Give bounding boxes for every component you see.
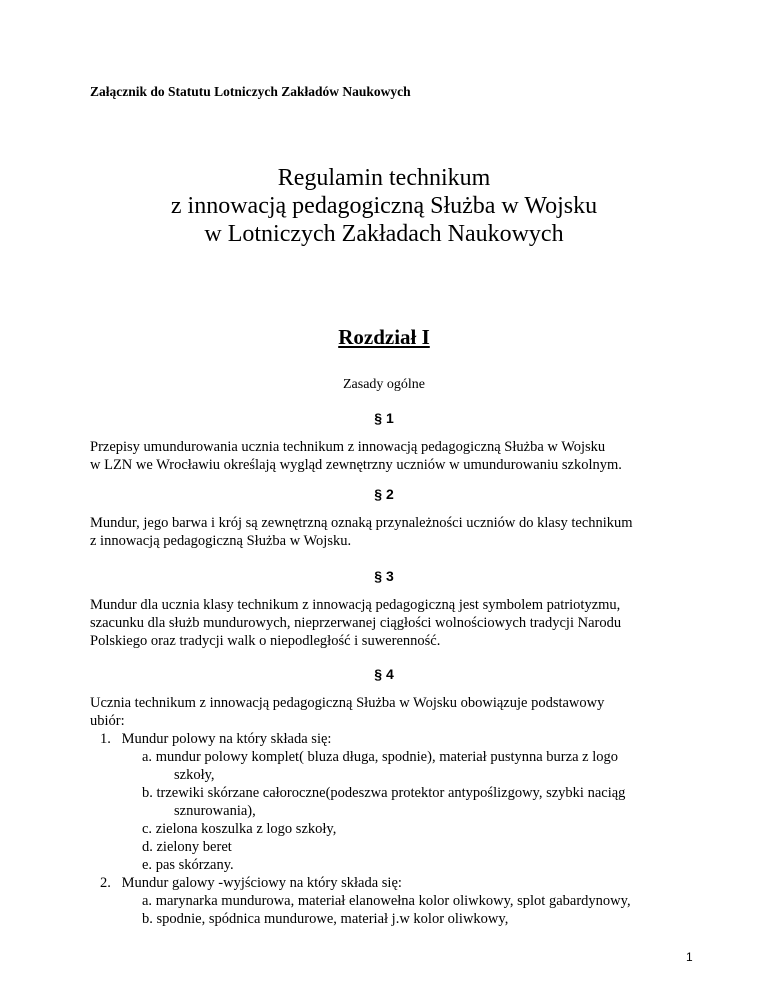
list-item: a. marynarka mundurowa, materiał elanowełna kolor oliwkowy, splot gabardynowy, <box>142 893 631 909</box>
list-item: b. spodnie, spódnica mundurowe, materiał j.w kolor oliwkowy, <box>142 911 509 927</box>
text-line: Mundur dla ucznia klasy technikum z innowacją pedagogiczną jest symbolem patriotyzmu, <box>90 597 621 613</box>
text-line: Przepisy umundurowania ucznia technikum z innowacją pedagogiczną Służba w Wojsku <box>90 439 606 455</box>
list-item: d. zielony beret <box>142 839 232 855</box>
page-number: 1 <box>686 950 693 964</box>
section-1-heading: § 1 <box>374 410 394 426</box>
list-item: e. pas skórzany. <box>142 857 234 873</box>
annex-header: Załącznik do Statutu Lotniczych Zakładów Naukowych <box>90 84 411 99</box>
uniform-list <box>90 730 710 928</box>
text-line: Ucznia technikum z innowacją pedagogiczną Służba w Wojsku obowiązuje podstawowy <box>90 695 605 711</box>
text-line: szacunku dla służb mundurowych, nieprzerwanej ciągłości wolnościowych tradycji Narodu <box>90 615 622 631</box>
title-line-1: Regulamin technikum <box>277 165 491 191</box>
list-item: c. zielona koszulka z logo szkoły, <box>142 821 337 837</box>
list-item: 2. Mundur galowy -wyjściowy na który składa się: <box>100 875 402 891</box>
section-3-text <box>90 596 690 650</box>
section-3-heading: § 3 <box>374 568 394 584</box>
list-item: b. trzewiki skórzane całoroczne(podeszwa protektor antypoślizgowy, szybki naciąg sznurowania), <box>142 785 626 819</box>
section-2-text <box>90 514 690 550</box>
section-1-text <box>90 438 690 474</box>
list-item: a. mundur polowy komplet( bluza długa, spodnie), materiał pustynna burza z logo szkoły, <box>142 749 618 783</box>
section-2-heading: § 2 <box>374 486 394 502</box>
chapter-heading: Rozdział I <box>338 325 430 349</box>
text-line: Polskiego oraz tradycji walk o niepodległość i suwerenność. <box>90 633 441 649</box>
section-4-text <box>90 694 690 730</box>
document-title <box>0 164 768 248</box>
text-line: ubiór: <box>90 713 125 729</box>
chapter-subtitle: Zasady ogólne <box>342 377 426 392</box>
text-line: z innowacją pedagogiczną Służba w Wojsku. <box>90 533 352 549</box>
text-line: w LZN we Wrocławiu określają wygląd zewnętrzny uczniów w umundurowaniu szkolnym. <box>90 457 622 473</box>
title-line-2: z innowacją pedagogiczną Służba w Wojsku <box>170 193 598 219</box>
section-4-heading: § 4 <box>374 666 394 682</box>
text-line: Mundur, jego barwa i krój są zewnętrzną oznaką przynależności uczniów do klasy technikum <box>90 515 633 531</box>
title-line-3: w Lotniczych Zakładach Naukowych <box>204 221 564 247</box>
list-item: 1. Mundur polowy na który składa się: <box>100 731 332 747</box>
